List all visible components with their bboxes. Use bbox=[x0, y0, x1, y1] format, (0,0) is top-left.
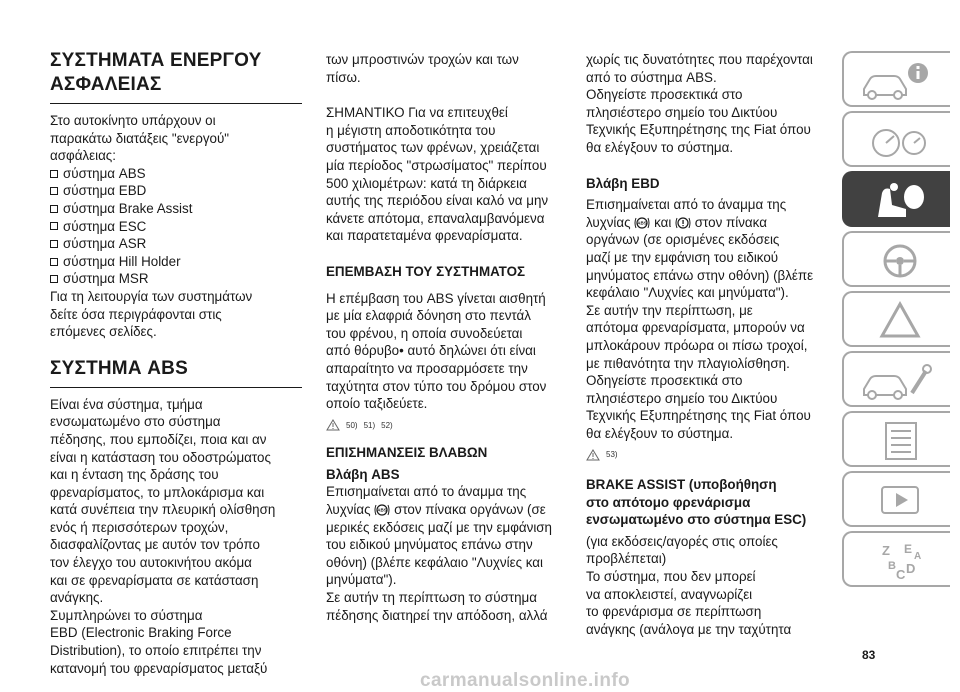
svg-text:D: D bbox=[906, 561, 916, 576]
text-line: ενός ή περισσότερων τροχών, bbox=[50, 519, 229, 535]
subheading-ebd-failure: Βλάβη EBD bbox=[586, 175, 660, 191]
text-line: σύστημα MSR bbox=[63, 271, 149, 287]
text-line: από θόρυβο• αυτό δηλώνει ότι είναι bbox=[326, 343, 536, 359]
text-line: χωρίς τις δυνατότητες που παρέχονται bbox=[586, 52, 813, 67]
text-line: και η ένταση της δράσης του bbox=[50, 467, 219, 483]
text-line: θα ελέγξουν το σύστημα. bbox=[586, 139, 734, 155]
list-item bbox=[50, 182, 302, 200]
text-line: Η επέμβαση του ABS γίνεται αισθητή bbox=[326, 290, 546, 306]
watermark: carmanualsonline.info bbox=[420, 670, 631, 691]
subheading-abs-failure: Βλάβη ABS bbox=[326, 466, 400, 482]
text-line: ανάγκης (ανάλογα με την ταχύτητα bbox=[586, 621, 792, 637]
text-line: σύστημα Hill Holder bbox=[63, 253, 181, 269]
text-line: ταχύτητα στον τύπο του δρόμου στον bbox=[326, 378, 547, 394]
text-line: κατανομή του φρεναρίσματος μεταξύ bbox=[50, 660, 268, 676]
checkbox-bullet-icon bbox=[50, 205, 58, 213]
text-line: και σε φρεναρίσματα σε κατάσταση bbox=[50, 572, 259, 588]
text-line: οργάνων (σε ορισμένες εκδόσεις bbox=[586, 232, 780, 248]
tab-servicing[interactable] bbox=[842, 351, 950, 407]
warning-triangle-icon bbox=[586, 449, 600, 461]
warning-triangle-icon bbox=[326, 419, 340, 431]
continued-paragraph bbox=[326, 51, 564, 86]
text-line: μαζί με την εμφάνιση του ειδικού bbox=[586, 249, 779, 265]
text-line: του ειδικού μηνύματος επάνω στην bbox=[326, 537, 533, 553]
text-line: λυχνίας bbox=[326, 502, 371, 518]
column-left bbox=[50, 0, 302, 677]
text-line: Για τη λειτουργία των συστημάτων bbox=[50, 288, 253, 304]
text-line: προβλέπεται) bbox=[586, 551, 667, 567]
text-line: ΣΥΣΤΗΜΑΤΑ ΕΝΕΡΓΟΥ bbox=[50, 50, 262, 71]
list-item bbox=[50, 200, 302, 218]
text-line: το φρενάρισμα σε περίπτωση bbox=[586, 604, 762, 620]
text-line: μερικές εκδόσεις μαζί με την εμφάνιση bbox=[326, 519, 553, 535]
brake-assist-paragraph bbox=[586, 533, 832, 639]
warning-references bbox=[326, 417, 564, 435]
text-line: πέδησης διατηρεί την απόδοση, αλλά bbox=[326, 607, 548, 623]
text-line: και παρατεταμένα φρεναρίσματα. bbox=[326, 228, 523, 244]
text-line: απαραίτητο να προσαρμόσετε την bbox=[326, 360, 528, 376]
tab-technical-data[interactable] bbox=[842, 411, 950, 467]
text-line: ενσωματωμένο στο σύστημα bbox=[50, 414, 221, 430]
text-line: πλησιέστερο σημείο του Δικτύου bbox=[586, 390, 778, 406]
tab-car-info[interactable] bbox=[842, 51, 950, 107]
subheading-brake-assist bbox=[586, 476, 832, 529]
svg-text:ABS: ABS bbox=[377, 507, 388, 513]
intro-paragraph bbox=[50, 112, 302, 165]
text-line: Σε αυτήν την περίπτωση, με bbox=[586, 302, 753, 318]
text-line: 500 χιλιομέτρων: κατά τη διάρκεια bbox=[326, 175, 527, 191]
text-line: σύστημα Brake Assist bbox=[63, 200, 193, 216]
text-line: θα ελέγξουν το σύστημα. bbox=[586, 425, 734, 441]
text-line: στον πίνακα bbox=[694, 214, 767, 230]
text-line: EBD (Electronic Braking Force bbox=[50, 625, 232, 641]
text-line: και bbox=[654, 214, 672, 230]
checkbox-bullet-icon bbox=[50, 170, 58, 178]
text-line: Σε αυτήν τη περίπτωση το σύστημα bbox=[326, 590, 537, 606]
steering-wheel-icon bbox=[856, 239, 940, 283]
text-line: η μέγιστη αποδοτικότητα του bbox=[326, 122, 496, 138]
text-line: οθόνη) (βλέπε κεφάλαιο "Λυχνίες και bbox=[326, 554, 543, 570]
text-line: ασφάλειας: bbox=[50, 148, 116, 164]
list-item bbox=[50, 253, 302, 271]
text-line: πέδησης, που εμποδίζει, ποια και αν bbox=[50, 431, 267, 447]
text-line: από το σύστημα ABS. bbox=[586, 69, 717, 85]
text-line: κατά συνέπεια την πλευρική ολίσθηση bbox=[50, 502, 276, 518]
text-line: σύστημα EBD bbox=[63, 183, 147, 199]
text-line: πίσω. bbox=[326, 69, 361, 85]
text-line: στο απότομο φρενάρισμα bbox=[586, 494, 751, 510]
warning-ref-50[interactable]: 50) bbox=[346, 420, 358, 430]
text-line: BRAKE ASSIST (υποβοήθηση bbox=[586, 477, 777, 493]
text-line: του φρένου, η οποία συνοδεύεται bbox=[326, 325, 523, 341]
text-line: σύστημα ASR bbox=[63, 236, 147, 252]
text-line: με μία ελαφριά δόνηση στο πεντάλ bbox=[326, 308, 531, 324]
text-line: Στο αυτοκίνητο υπάρχουν οι bbox=[50, 113, 216, 128]
text-line: τον έλεγχο του αυτοκινήτου ακόμα bbox=[50, 555, 252, 571]
text-line: των μπροστινών τροχών και των bbox=[326, 52, 519, 67]
text-line: ΣΗΜΑΝΤΙΚΟ Για να επιτευχθεί bbox=[326, 105, 508, 121]
text-line: να αποκλειστεί, αναγνωρίζει bbox=[586, 586, 753, 602]
text-line: μηνύματα"). bbox=[326, 572, 397, 588]
section-heading-abs bbox=[50, 357, 302, 388]
text-line: Οδηγείστε προσεκτικά στο bbox=[586, 373, 743, 389]
text-line: απότομα φρεναρίσματα, μπορούν να bbox=[586, 320, 805, 336]
text-line: ΑΣΦΑΛΕΙΑΣ bbox=[50, 74, 162, 95]
svg-text:Z: Z bbox=[882, 543, 890, 558]
tab-dashboard[interactable] bbox=[842, 111, 950, 167]
text-line: (για εκδόσεις/αγορές στις οποίες bbox=[586, 533, 778, 549]
warning-triangle-icon bbox=[856, 299, 940, 343]
text-line: μηνύματος επάνω στην οθόνη) (βλέπε bbox=[586, 267, 814, 283]
text-line: Τεχνικής Εξυπηρέτησης της Fiat όπου bbox=[586, 122, 811, 138]
abs-warning-lamp-icon bbox=[634, 216, 650, 230]
warning-ref-53[interactable]: 53) bbox=[606, 450, 618, 460]
svg-text:E: E bbox=[904, 542, 913, 556]
checkbox-bullet-icon bbox=[50, 187, 58, 195]
text-line: ανάγκης. bbox=[50, 590, 104, 606]
checkbox-bullet-icon bbox=[50, 240, 58, 248]
text-line: ΣΥΣΤΗΜΑ ABS bbox=[50, 357, 188, 379]
svg-text:C: C bbox=[896, 567, 906, 582]
text-line: συστήματος των φρένων, χρειάζεται bbox=[326, 140, 540, 156]
subheading-system-intervention: ΕΠΕΜΒΑΣΗ ΤΟΥ ΣΥΣΤΗΜΑΤΟΣ bbox=[326, 263, 526, 279]
alphabetical-index-icon bbox=[856, 539, 940, 583]
text-line: Το σύστημα, που δεν μπορεί bbox=[586, 569, 756, 585]
airbag-seat-icon bbox=[856, 179, 940, 223]
intervention-paragraph bbox=[326, 290, 564, 413]
text-line: διασφαλίζοντας με αυτόν τον τρόπο bbox=[50, 537, 260, 553]
outro-paragraph bbox=[50, 288, 302, 341]
text-line: οποίο ταξιδεύετε. bbox=[326, 396, 428, 412]
wrench-car-icon bbox=[856, 359, 940, 403]
column-right bbox=[586, 0, 832, 638]
tab-emergency[interactable] bbox=[842, 291, 950, 347]
systems-list bbox=[50, 165, 302, 288]
list-item bbox=[50, 165, 302, 183]
dashboard-gauges-icon bbox=[856, 119, 940, 163]
car-info-icon bbox=[856, 59, 940, 103]
text-line: επόμενες σελίδες. bbox=[50, 324, 157, 340]
important-note bbox=[326, 104, 564, 245]
warning-ref-52[interactable]: 52) bbox=[381, 420, 393, 430]
column-middle bbox=[326, 0, 564, 624]
subheading-failure-signals: ΕΠΙΣΗΜΑΝΣΕΙΣ ΒΛΑΒΩΝ bbox=[326, 445, 488, 461]
text-line: Τεχνικής Εξυπηρέτησης της Fiat όπου bbox=[586, 408, 811, 424]
text-line: σύστημα ESC bbox=[63, 218, 147, 234]
tab-starting-driving[interactable] bbox=[842, 231, 950, 287]
abs-paragraph bbox=[50, 396, 302, 678]
ebd-failure-paragraph bbox=[586, 196, 832, 442]
text-line: αυτής της περιόδου είναι καλό να μην bbox=[326, 193, 549, 209]
text-line: πλησιέστερο σημείο του Δικτύου bbox=[586, 104, 778, 120]
continued-paragraph bbox=[586, 51, 832, 157]
abs-warning-lamp-icon bbox=[374, 503, 390, 517]
text-line: ενσωματωμένο στο σύστημα ESC) bbox=[586, 512, 807, 528]
section-heading-active-safety bbox=[50, 49, 302, 104]
tab-multimedia[interactable] bbox=[842, 471, 950, 527]
text-line: είναι η κατάσταση του οδοστρώματος bbox=[50, 449, 271, 465]
warning-references bbox=[586, 446, 832, 464]
tab-index[interactable] bbox=[842, 531, 950, 587]
text-line: Οδηγείστε προσεκτικά στο bbox=[586, 87, 743, 103]
text-line: Είναι ένα σύστημα, τμήμα bbox=[50, 396, 203, 412]
svg-text:B: B bbox=[888, 560, 896, 572]
text-line: Επισημαίνεται από το άναμμα της bbox=[586, 197, 787, 213]
text-line: σύστημα ABS bbox=[63, 165, 146, 181]
svg-text:ABS: ABS bbox=[637, 220, 648, 226]
technical-data-list-icon bbox=[856, 419, 940, 463]
text-line: στον πίνακα οργάνων (σε bbox=[394, 502, 546, 518]
list-item bbox=[50, 270, 302, 288]
text-line: παρακάτω διατάξεις "ενεργού" bbox=[50, 130, 230, 146]
page-number: 83 bbox=[862, 648, 876, 662]
abs-failure-paragraph bbox=[326, 483, 564, 624]
text-line: λυχνίας bbox=[586, 214, 631, 230]
tab-safety[interactable] bbox=[842, 171, 950, 227]
text-line: κεφάλαιο "Λυχνίες και μηνύματα"). bbox=[586, 285, 789, 301]
list-item bbox=[50, 218, 302, 236]
text-line: φρεναρίσματος, το μπλοκάρισμα και bbox=[50, 484, 265, 500]
text-line: μία περίοδος "στρωσίματος" περίπου bbox=[326, 157, 547, 173]
text-line: κάνετε απότομα, επαναλαμβανόμενα bbox=[326, 210, 545, 226]
list-item bbox=[50, 235, 302, 253]
text-line: μπλοκάρουν πρόωρα οι πίσω τροχοί, bbox=[586, 337, 808, 353]
text-line: Επισημαίνεται από το άναμμα της bbox=[326, 484, 527, 500]
warning-ref-51[interactable]: 51) bbox=[363, 420, 376, 430]
checkbox-bullet-icon bbox=[50, 258, 58, 266]
checkbox-bullet-icon bbox=[50, 275, 58, 283]
svg-text:A: A bbox=[914, 551, 922, 562]
text-line: δείτε όσα περιγράφονται στις bbox=[50, 306, 222, 322]
multimedia-icon bbox=[856, 479, 940, 523]
text-line: Συμπληρώνει το σύστημα bbox=[50, 607, 203, 623]
checkbox-bullet-icon bbox=[50, 222, 58, 230]
brake-warning-lamp-icon bbox=[675, 216, 691, 230]
text-line: με πιθανότητα την πλαγιολίσθηση. bbox=[586, 355, 790, 371]
text-line: Distribution), το οποίο επιτρέπει την bbox=[50, 643, 262, 659]
